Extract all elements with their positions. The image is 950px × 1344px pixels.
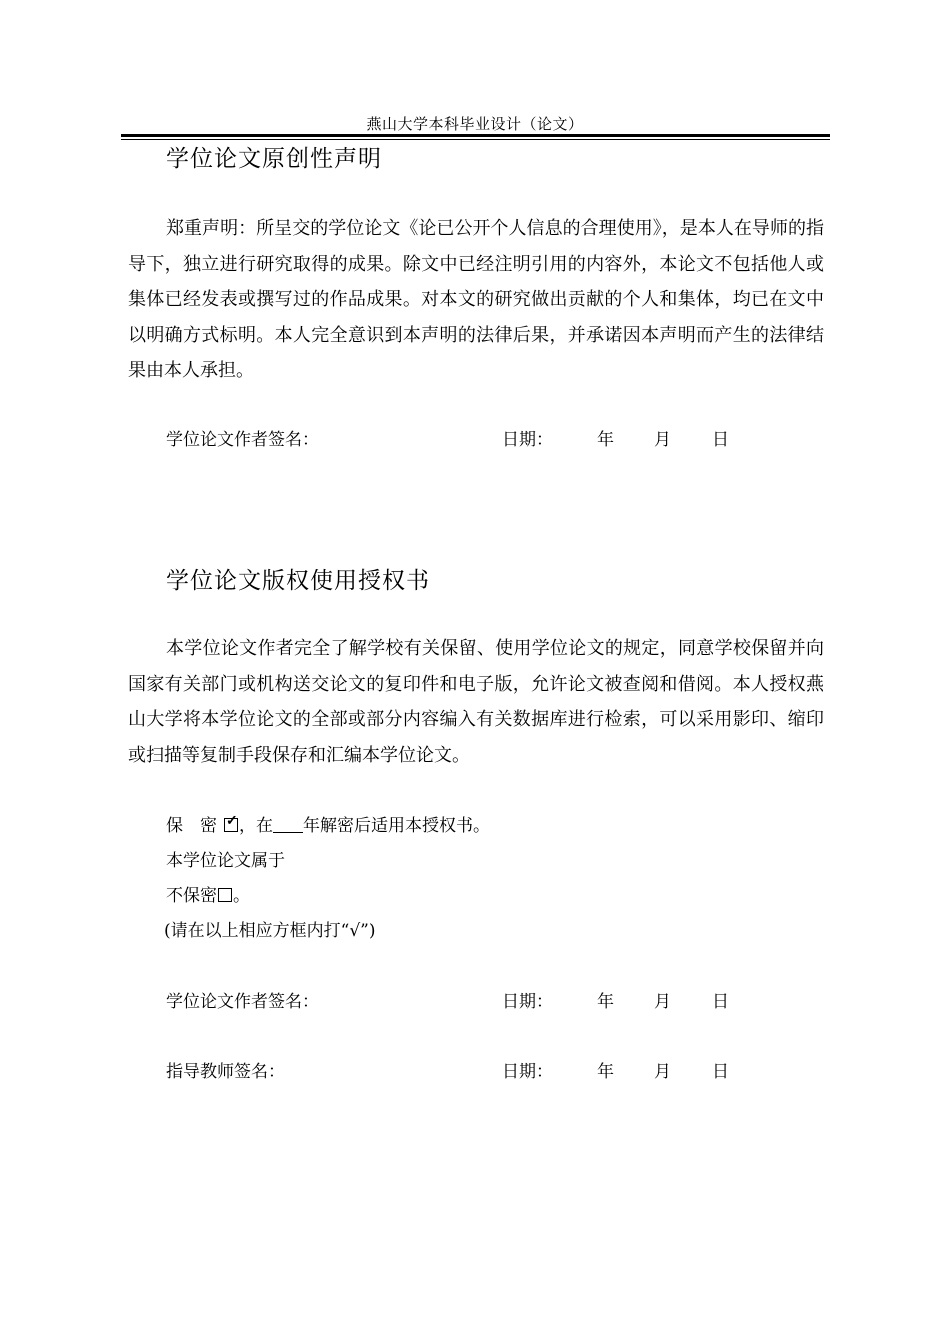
author-signature-label: 学位论文作者签名： [166,992,319,1012]
secret-option-row [166,814,490,838]
author-day-label: 日 [712,992,729,1012]
secret-check-mark: ✓ [226,813,238,829]
advisor-date-label: 日期： [502,1062,553,1082]
author-year-label: 年 [597,992,614,1012]
declaration-month-label: 月 [654,430,671,450]
not-secret-option-row [166,884,250,908]
declaration-year-label: 年 [597,430,614,450]
page-header-title: 燕山大学本科毕业设计（论文） [366,115,584,133]
secret-text-b: 年解密后适用本授权书。 [303,816,490,836]
header-rule-thick [121,134,830,137]
secret-checkbox[interactable] [224,813,238,832]
secret-text-a: ，在 [239,816,273,836]
not-secret-checkbox[interactable] [218,888,232,902]
author-month-label: 月 [654,992,671,1012]
authorization-body: 本学位论文作者完全了解学校有关保留、使用学位论文的规定，同意学校保留并向国家有关部门或机构送交论文的复印件和电子版，允许论文被查阅和借阅。本人授权燕山大学将本学位论文的全部或部分内容编入有关数据库进行检索，可以采用影印、缩印或扫描等复制手段保存和汇编本学位论文。 [128,638,824,766]
declaration-body: 郑重声明：所呈交的学位论文《论已公开个人信息的合理使用》，是本人在导师的指导下，独立进行研究取得的成果。除文中已经注明引用的内容外，本论文不包括他人或集体已经发表或撰写过的作品成果。对本文的研究做出贡献的个人和集体，均已在文中以明确方式标明。本人完全意识到本声明的法律后果，并承诺因本声明而产生的法律结果由本人承担。 [128,218,824,381]
author-date-label: 日期： [502,992,553,1012]
instruction-text: (请在以上相应方框内打“√”) [164,921,376,941]
advisor-year-label: 年 [597,1062,614,1082]
declaration-heading: 学位论文原创性声明 [166,146,382,172]
advisor-month-label: 月 [654,1062,671,1082]
advisor-signature-label: 指导教师签名： [166,1062,285,1082]
authorization-heading: 学位论文版权使用授权书 [166,568,430,594]
secret-years-blank[interactable] [273,816,303,833]
header-rule-thin [121,139,830,140]
declaration-day-label: 日 [712,430,729,450]
declaration-date-label: 日期： [502,430,553,450]
belongs-label: 本学位论文属于 [166,851,285,871]
advisor-day-label: 日 [712,1062,729,1082]
declaration-signature-label: 学位论文作者签名： [166,430,319,450]
not-secret-label: 不保密 [166,886,217,906]
not-secret-end: 。 [233,886,250,906]
secret-label: 保 密 [166,816,217,836]
